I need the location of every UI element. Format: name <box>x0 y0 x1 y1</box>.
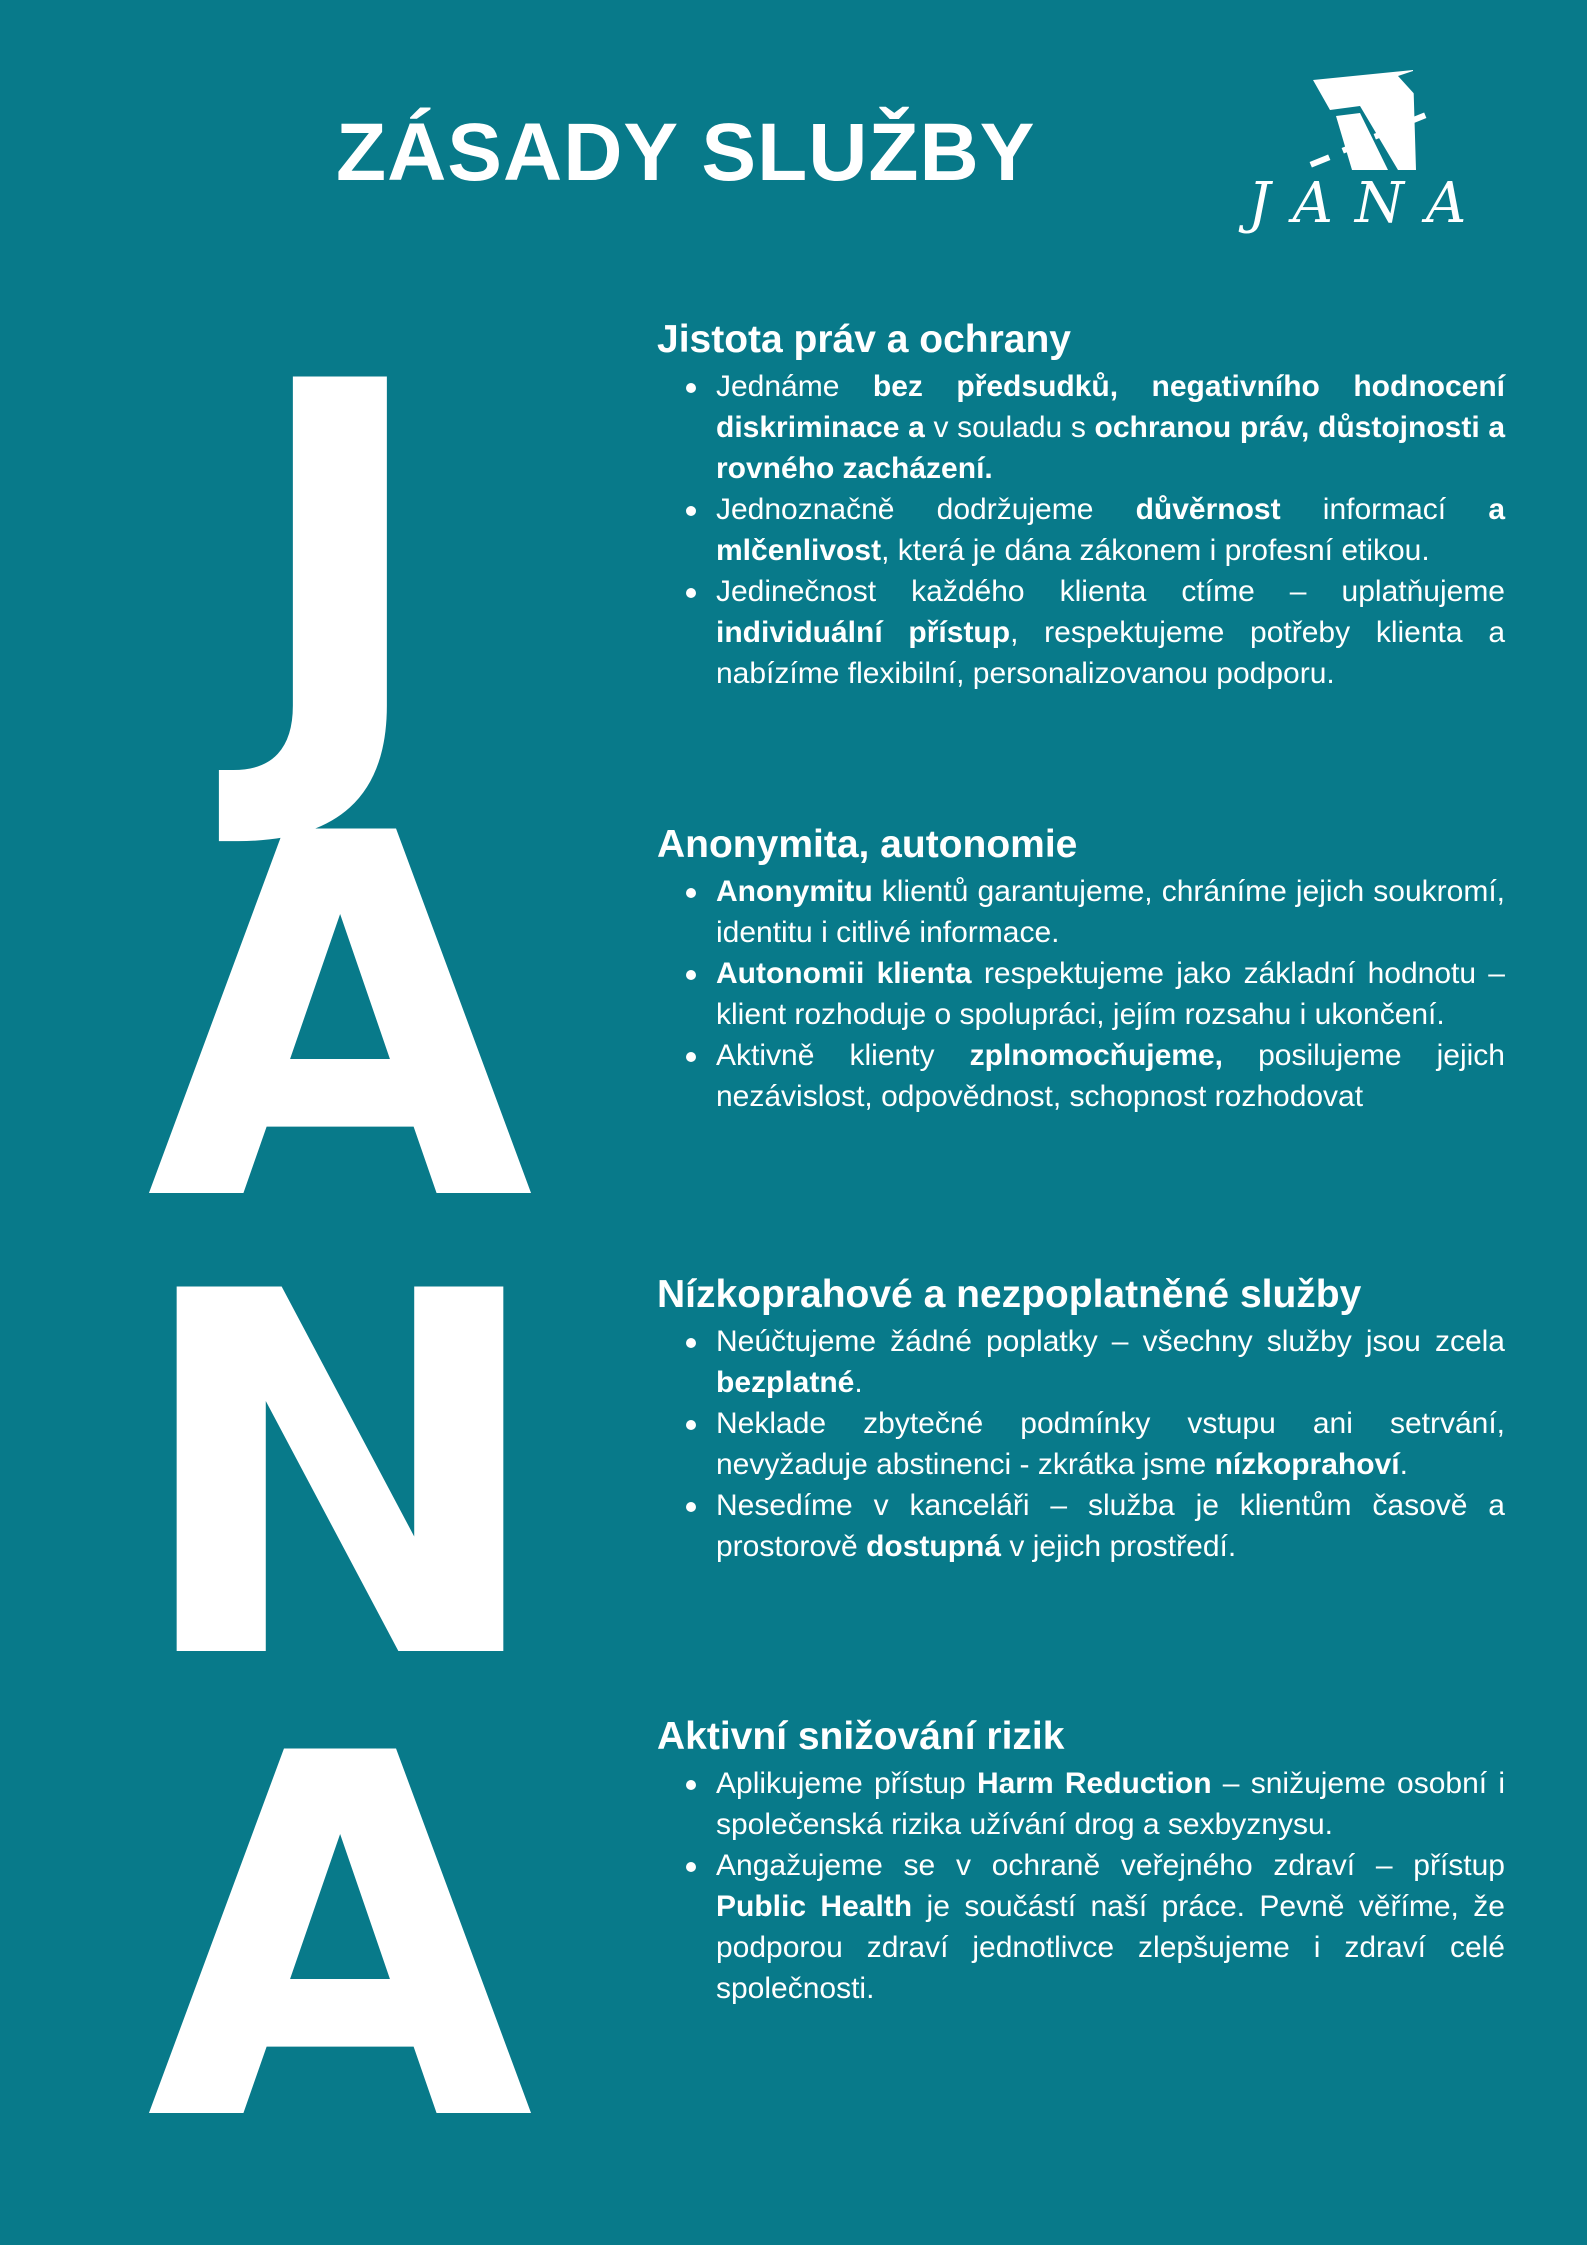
body-text: Jednoznačně dodržujeme <box>716 493 1136 526</box>
section-rights <box>657 314 1505 694</box>
emphasis-text: ochranou práv, důstojnosti a rovného zacházení. <box>716 411 1505 485</box>
section-heading: Anonymita, autonomie <box>657 823 1078 866</box>
body-text: Jednáme <box>716 370 873 403</box>
emphasis-text: zplnomocňujeme, <box>969 1039 1223 1072</box>
list-item <box>716 1485 1505 1567</box>
body-text: klientů garantujeme, chráníme jejich soukromí, identitu i citlivé informace. <box>716 875 1505 949</box>
section-anonymity <box>657 819 1505 1117</box>
section-heading: Jistota práv a ochrany <box>657 318 1071 361</box>
emphasis-text: nízkoprahoví <box>1214 1448 1400 1481</box>
body-text: v jejich prostředí. <box>1001 1530 1237 1563</box>
emphasis-text: Public Health <box>716 1890 913 1923</box>
list-item <box>716 871 1505 953</box>
body-text: informací <box>1280 493 1489 526</box>
list-item <box>716 571 1505 694</box>
body-text: posilujeme jejich nezávislost, odpovědnost, schopnost rozhodovat <box>716 1039 1505 1113</box>
section-heading: Aktivní snižování rizik <box>657 1715 1065 1758</box>
body-text: Aplikujeme přístup <box>716 1767 977 1800</box>
emphasis-text: a mlčenlivost <box>716 493 1505 567</box>
list-item <box>716 953 1505 1035</box>
body-text: Neúčtujeme žádné poplatky – všechny služby jsou zcela <box>716 1325 1505 1358</box>
body-text: Jedinečnost každého klienta ctíme – uplatňujeme <box>716 575 1505 608</box>
list-item <box>716 1321 1505 1403</box>
emphasis-text: bezplatné <box>716 1366 855 1399</box>
emphasis-text: Harm Reduction <box>976 1767 1212 1800</box>
page-title: ZÁSADY SLUŽBY <box>336 107 1036 198</box>
big-letter-a-1: A <box>146 729 534 1311</box>
big-letter-j: J <box>246 277 434 859</box>
list-item <box>716 1403 1505 1485</box>
body-text: , která je dána zákonem i profesní etikou. <box>881 534 1430 567</box>
emphasis-text: bez předsudků, negativního hodnocení diskriminace a <box>716 370 1505 444</box>
body-text: respektujeme jako základní hodnotu – klient rozhoduje o spolupráci, jejím rozsahu i ukončení. <box>716 957 1505 1031</box>
emphasis-text: Anonymitu <box>716 875 873 908</box>
body-text: Aktivně klienty <box>716 1039 970 1072</box>
bullet-list <box>657 366 1505 694</box>
section-heading: Nízkoprahové a nezpoplatněné služby <box>657 1273 1362 1316</box>
body-text: – snižujeme osobní i společenská rizika užívání drog a sexbyznysu. <box>716 1767 1505 1841</box>
body-text: . <box>854 1366 863 1399</box>
body-text: Nesedíme v kanceláři – služba je klientům časově a prostorově <box>716 1489 1505 1563</box>
section-low-threshold <box>657 1269 1505 1567</box>
list-item <box>716 1845 1505 2009</box>
list-item <box>716 1035 1505 1117</box>
emphasis-text: dostupná <box>866 1530 1002 1563</box>
list-item <box>716 366 1505 489</box>
body-text: je součástí naší práce. Pevně věříme, že podporou zdraví jednotlivce zlepšujeme i zdraví celé společnosti. <box>716 1890 1505 2005</box>
big-letter-a-2: A <box>146 1649 534 2231</box>
emphasis-text: individuální přístup <box>716 616 1011 649</box>
road-logo-icon <box>1248 58 1488 188</box>
bullet-list <box>657 1321 1505 1567</box>
body-text: . <box>1399 1448 1408 1481</box>
list-item <box>716 489 1505 571</box>
jana-logo <box>1248 58 1488 258</box>
section-harm-reduction <box>657 1711 1505 2009</box>
bullet-list <box>657 871 1505 1117</box>
body-text: v souladu s <box>924 411 1095 444</box>
body-text: , respektujeme potřeby klienta a nabízíme flexibilní, personalizovanou podporu. <box>716 616 1505 690</box>
logo-wordmark: JANA <box>1248 171 1489 236</box>
bullet-list <box>657 1763 1505 2009</box>
body-text: Angažujeme se v ochraně veřejného zdraví – přístup <box>716 1849 1505 1882</box>
body-text: Neklade zbytečné podmínky vstupu ani setrvání, nevyžaduje abstinenci - zkrátka jsme <box>716 1407 1505 1481</box>
emphasis-text: důvěrnost <box>1135 493 1281 526</box>
emphasis-text: Autonomii klienta <box>716 957 972 990</box>
big-letter-n: N <box>130 1187 550 1769</box>
list-item <box>716 1763 1505 1845</box>
